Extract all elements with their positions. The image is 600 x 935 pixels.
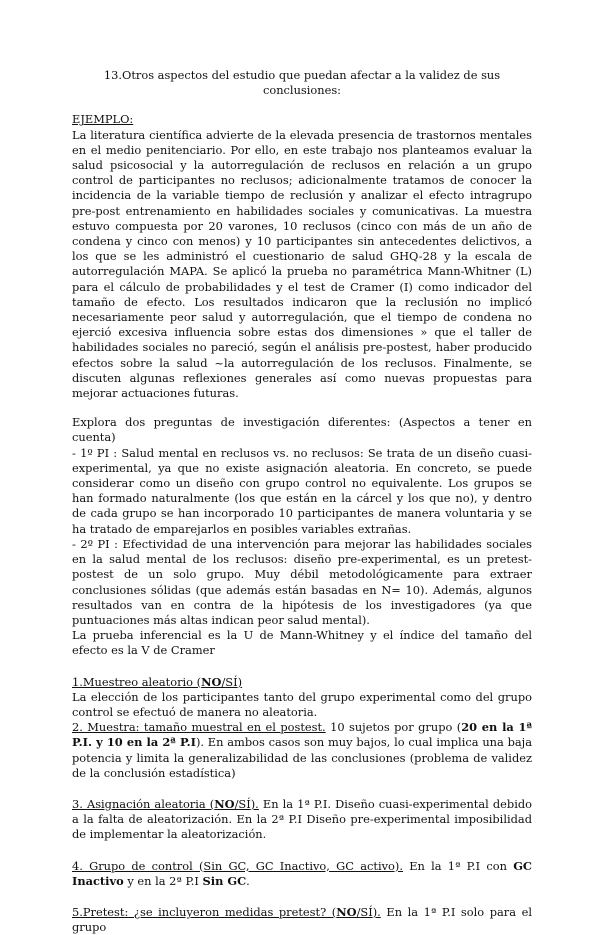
example-label: EJEMPLO: (72, 112, 134, 127)
item-5-text: En la 1ª P.I solo para el grupo (72, 904, 532, 935)
item-pretest (72, 905, 532, 935)
item-sample-size: 2. Muestra: tamaño muestral en el postest. 10 sujetos por grupo (20 en la 1ª P.I. y 10 en la 2ª P.I). En ambos casos son muy bajos, lo cual implica una baja potencia y limita la generalizabilidad de las conclusiones (problema de validez de la conclusión estadística) (72, 720, 533, 780)
document-page (72, 68, 532, 935)
item-random-sampling (72, 675, 532, 721)
item-3-text: En la 1ª P.I. Diseño cuasi-experimental debido a la falta de aleatorización. En la 2ª P.I Diseño pre-experimental imposibilidad de implementar la aleatorización. (72, 796, 533, 842)
research-question-2: - 2º PI : Efectividad de una intervención para mejorar las habilidades sociales en la salud mental de los reclusos: diseño pre-experimental, es un pretest-postest de un solo grupo. Muy débil metodológicamente para extraer conclusiones sólidas (que además están basadas en N= 10). Además, algunos resultados van en contra de la hipótesis de los investigadores (ya que puntuaciones más altas indican peor salud mental). (72, 536, 532, 627)
item-5-title: 5.Pretest: ¿se incluyeron medidas pretest? (NO/SÍ). (72, 904, 381, 919)
research-question-1: - 1º PI : Salud mental en reclusos vs. no reclusos: Se trata de un diseño cuasi-experimental, ya que no existe asignación aleatoria. En concreto, se puede considerar como un diseño con grupo control no equivalente. Los grupos se han formado naturalmente (los que están en la cárcel y los que no), y dentro de cada grupo se han incorporado 10 participantes de manera voluntaria y se ha tratado de emparejarlos en posibles variables extrañas. (72, 445, 532, 536)
item-1-text: La elección de los participantes tanto del grupo experimental como del grupo control se efectuó de manera no aleatoria. (72, 689, 532, 719)
item-3-title: 3. Asignación aleatoria (NO/SÍ). (72, 796, 259, 811)
section-heading: 13.Otros aspectos del estudio que puedan afectar a la validez de sus conclusiones: (103, 68, 501, 98)
inferential-test-paragraph: La prueba inferencial es la U de Mann-Whitney y el índice del tamaño del efecto es la V de Cramer (72, 628, 532, 658)
item-2-title: 2. Muestra: tamaño muestral en el postest. (72, 720, 326, 735)
item-random-assignment (72, 797, 532, 843)
explora-line: Explora dos preguntas de investigación diferentes: (Aspectos a tener en cuenta) (72, 415, 532, 445)
item-2-bold: 20 en la 1ª P.I. y 10 en la 2ª P.I (72, 720, 533, 750)
item-4-title: 4. Grupo de control (Sin GC, GC Inactivo, GC activo). (72, 858, 403, 873)
abstract-paragraph: La literatura científica advierte de la elevada presencia de trastornos mentales en el medio penitenciario. Por ello, en este trabajo nos planteamos evaluar la salud psicosocial y la autorregulación de reclusos en relación a un grupo control de participantes no reclusos; adicionalmente tratamos de conocer la incidencia de la variable tiempo de reclusión y analizar el efecto intragrupo pre-post entrenamiento en habilidades sociales y comunicativas. La muestra estuvo compuesta por 20 varones, 10 reclusos (cinco con más de un año de condena y cinco con menos) y 10 participantes sin antecedentes delictivos, a los que se les administró el cuestionario de salud GHQ-28 y la escala de autorregulación MAPA. Se aplicó la prueba no paramétrica Mann-Whitner (L) para el cálculo de probabilidades y el test de Cramer (I) como indicador del tamaño de efecto. Los resultados indicaron que la reclusión no implicó necesariamente peor salud y autorregulación, que el tiempo de condena no ejerció excesiva influencia sobre estas dos dimensiones » que el taller de habilidades sociales no pareció, según el análisis pre-postest, haber producido efectos sobre la salud ~la autorregulación de los reclusos. Finalmente, se discuten algunas reflexiones generales así como nuevas propuestas para mejorar actuaciones futuras. (72, 127, 532, 401)
item-control-group: 4. Grupo de control (Sin GC, GC Inactivo, GC activo). En la 1ª P.I con GC Inactivo y en la 2ª P.I Sin GC. (72, 858, 532, 888)
item-1-title: 1.Muestreo aleatorio (NO/SÍ) (72, 674, 243, 689)
